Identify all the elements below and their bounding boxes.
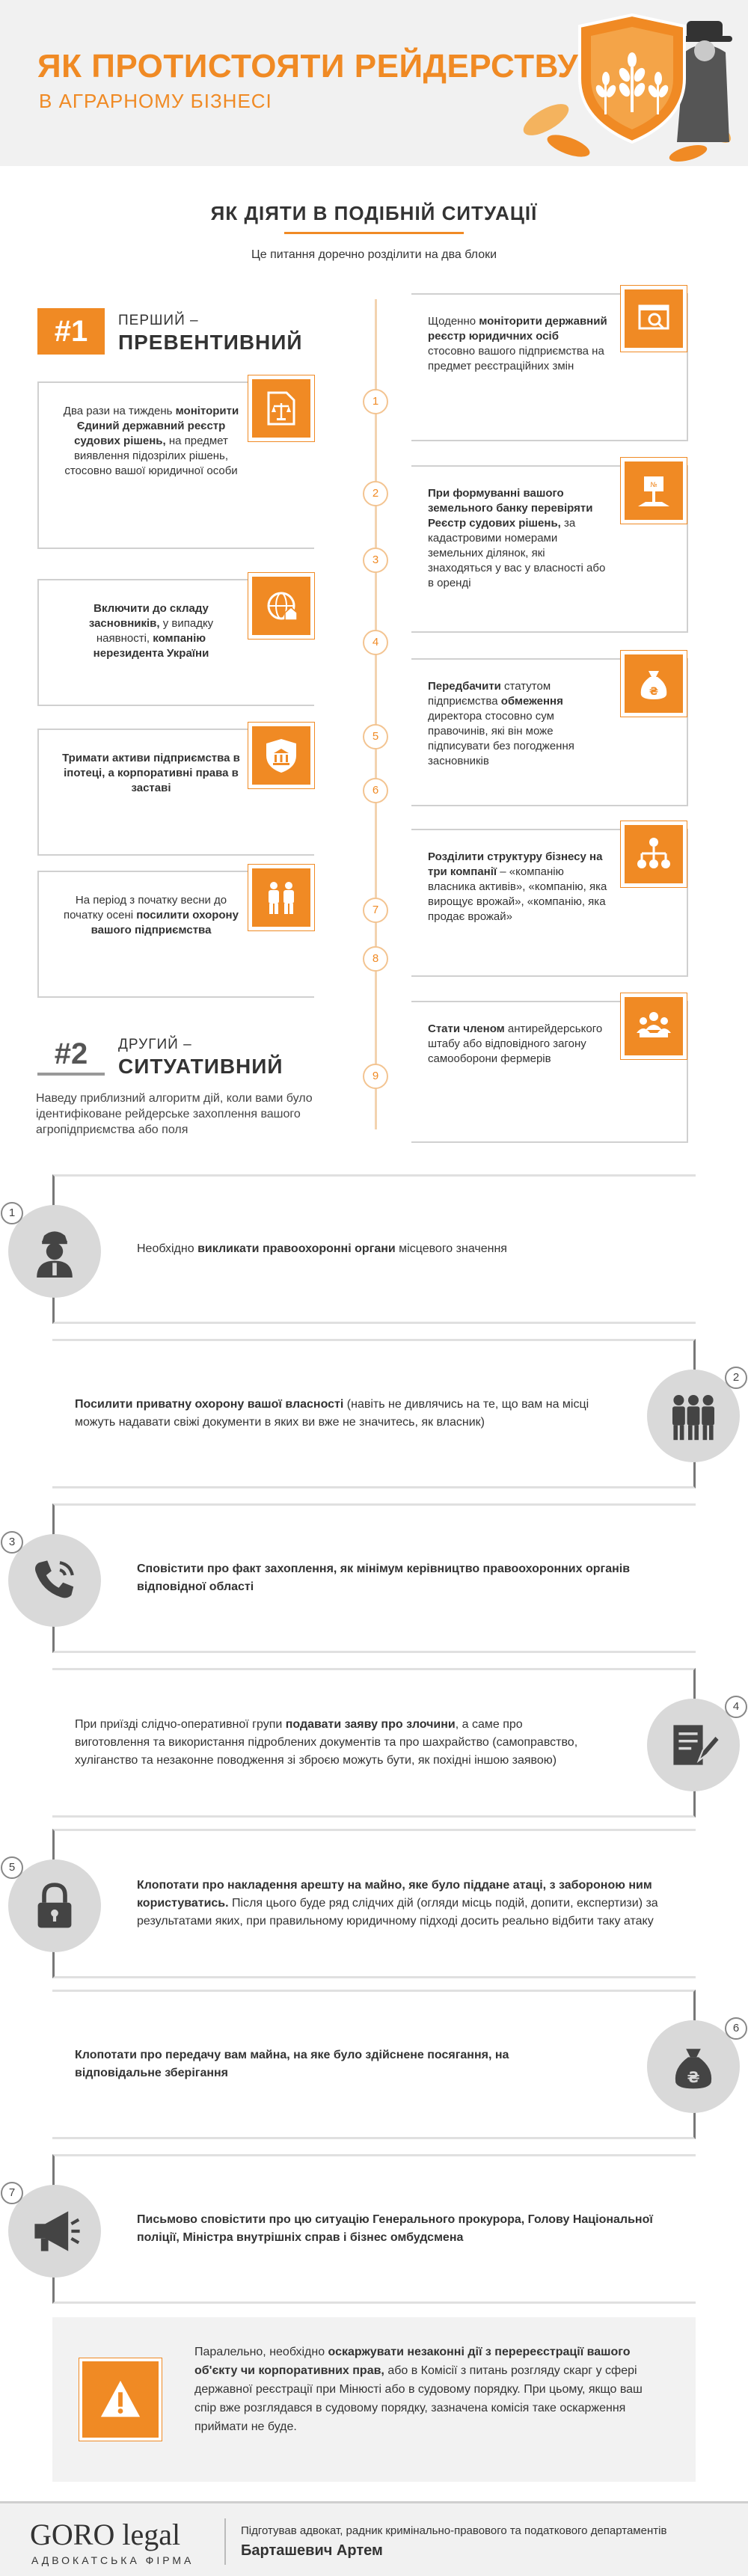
- preventive-item-6: [37, 729, 314, 856]
- preventive-item-1: [411, 293, 688, 441]
- timeline-number: 9: [363, 1064, 388, 1089]
- shield-wheat-illustration: [516, 7, 748, 165]
- warning-icon: [99, 2378, 142, 2421]
- preventive-icon-box: [248, 573, 314, 639]
- situational-step-4: [52, 1668, 740, 1818]
- padlock-icon: [28, 1880, 81, 1932]
- preventive-icon-box: [248, 723, 314, 788]
- svg-text:₴: ₴: [649, 686, 659, 698]
- preventive-text: Передбачити статутом підприємства обмеження директора стосовно сум правочинів, які він може підписувати без погодження засновників: [428, 680, 574, 767]
- preventive-text: При формуванні вашого земельного банку перевіряти Реєстр судових рішень, за кадастровими номерами земельних ділянок, які знаходяться у вас у власності або в оренді: [428, 487, 606, 589]
- step-text: При приїзді слідчо-оперативної групи подавати заяву про злочини, а саме про виготовлення та використання підроблених документів та про шахрайство (самоправство, хуліганство та незаконне поводження зі зброєю можуть бути, як похідні іншою заявою): [75, 1718, 578, 1767]
- guards-icon: [263, 879, 300, 916]
- team-icon: [635, 1008, 672, 1045]
- timeline-number: 4: [363, 630, 388, 655]
- timeline-line: [375, 299, 377, 1129]
- step-icon-circle: [8, 1859, 101, 1952]
- warning-icon-box: [79, 2358, 162, 2441]
- preventive-text: На період з початку весни до початку осені посилити охорону вашого підприємства: [64, 894, 239, 936]
- step-number: 7: [1, 2182, 23, 2204]
- footer-divider: [224, 2518, 226, 2565]
- phone-call-icon: [28, 1554, 81, 1607]
- monitor-search-icon: [635, 300, 672, 337]
- step-number: 4: [725, 1696, 747, 1718]
- step-number: 1: [1, 1202, 23, 1224]
- megaphone-icon: [28, 2205, 81, 2257]
- timeline-number: 5: [363, 724, 388, 749]
- situational-step-1: [8, 1174, 696, 1324]
- warning-block: [52, 2317, 696, 2482]
- preventive-item-7: [411, 829, 688, 977]
- timeline-number: 2: [363, 481, 388, 506]
- preventive-item-4: [37, 579, 314, 706]
- phase-1-number: #1: [37, 308, 105, 355]
- preventive-text: Включити до складу засновників, у випадку наявності, компанію нерезидента України: [88, 602, 214, 660]
- company-logo: GORO legal: [30, 2518, 181, 2551]
- page-subtitle: В АГРАРНОМУ БІЗНЕСІ: [39, 90, 272, 112]
- step-number: 6: [725, 2017, 747, 2040]
- globe-house-icon: [263, 587, 300, 625]
- step-text: Посилити приватну охорону вашої власності (навіть не дивлячись на те, що вам на місці можуть надавати свіжі документи в яких ви вже не значитесь, як власник): [75, 1398, 589, 1429]
- preventive-item-9: [411, 1001, 688, 1143]
- phase-2-number: #2: [37, 1032, 105, 1076]
- money-bag-icon: [635, 665, 672, 702]
- phase-2-title: СИТУАТИВНИЙ: [118, 1055, 283, 1078]
- footer: [0, 2501, 748, 2576]
- step-number: 5: [1, 1856, 23, 1879]
- phase-1-label: ПЕРШИЙ –: [118, 313, 199, 328]
- preventive-text: Тримати активи підприємства в іпотеці, а корпоративні права в заставі: [62, 752, 240, 794]
- preventive-item-8: [37, 871, 314, 998]
- step-text: Сповістити про факт захоплення, як мінімум керівництво правоохоронних органів відповідної області: [137, 1563, 631, 1593]
- section-subheading: Це питання доречно розділити на два блоки: [251, 248, 497, 261]
- preventive-text: Розділити структуру бізнесу на три компанії – «компанію власника активів», «компанію, яка вирощує врожай», «компанію, яка продає врожай»: [428, 850, 607, 923]
- preventive-icon-box: [248, 375, 314, 441]
- shield-bank-icon: [263, 737, 300, 774]
- org-structure-icon: [635, 835, 672, 873]
- situational-step-6: [52, 1990, 740, 2139]
- timeline-number: 8: [363, 946, 388, 972]
- preventive-item-5: [411, 658, 688, 806]
- warning-text: Паралельно, необхідно оскаржувати незаконні дії з перереєстрації вашого об'єкту чи корпоративних прав, або в Комісії з питань розгляду скарг у сфері державної реєстрації при Мінюсті або в судовому порядку. При цьому, якщо ваш спір вже розглядався в судовому порядку, зазначена комісія таке оскарження приймати не буде.: [194, 2346, 643, 2433]
- write-statement-icon: [667, 1719, 720, 1771]
- step-text: Письмово сповістити про цю ситуацію Генерального прокурора, Голову Національної поліції, Міністра внутрішніх справ і бізнес омбудсмена: [137, 2213, 653, 2244]
- step-text: Клопотати про накладення арешту на майно, яке було піддане атаці, з забороною ним користуватись. Після цього буде ряд слідчих дій (огляди місць подій, допити, експертизи) за результатами яких, при правильному юридичному підході досить реально відбити таку атаку: [137, 1879, 658, 1928]
- step-icon-circle: [8, 2185, 101, 2278]
- company-tagline: АДВОКАТСЬКА ФІРМА: [31, 2554, 194, 2566]
- step-icon-circle: [8, 1205, 101, 1298]
- preventive-text: Щоденно моніторити державний реєстр юридичних осіб стосовно вашого підприємства на предмет реєстраційних змін: [428, 315, 607, 372]
- page-title: ЯК ПРОТИСТОЯТИ РЕЙДЕРСТВУ: [37, 48, 579, 85]
- timeline-number: 1: [363, 389, 388, 414]
- preventive-text: Стати членом антирейдерського штабу або відповідного загону самооборони фермерів: [428, 1022, 603, 1065]
- phase-1-header: [37, 308, 352, 361]
- svg-text:₴: ₴: [687, 2069, 700, 2086]
- timeline-number: 3: [363, 548, 388, 573]
- preventive-icon-box: [621, 286, 687, 352]
- land-sign-icon: [635, 472, 672, 509]
- preventive-item-3: [411, 465, 688, 633]
- step-number: 2: [725, 1367, 747, 1389]
- step-number: 3: [1, 1531, 23, 1554]
- author-credit: Підготував адвокат, радник кримінально-правового та податкового департаментів: [241, 2524, 667, 2537]
- security-team-icon: [667, 1390, 720, 1442]
- svg-text:№: №: [650, 482, 657, 489]
- situational-step-7: [8, 2154, 696, 2304]
- heading-underline: [284, 232, 464, 234]
- preventive-icon-box: [621, 821, 687, 887]
- step-icon-circle: [8, 1534, 101, 1627]
- situational-step-3: [8, 1503, 696, 1653]
- preventive-text: Два рази на тиждень моніторити Єдиний державний реєстр судових рішень, на предмет виявлення підозрілих рішень, стосовно вашої юридичної особи: [63, 405, 239, 477]
- header: [0, 0, 748, 166]
- timeline-number: 6: [363, 778, 388, 803]
- situational-step-5: [8, 1829, 696, 1978]
- preventive-icon-box: [248, 865, 314, 930]
- phase-2-description: Наведу приблизний алгоритм дій, коли вами було ідентифіковане рейдерське захоплення вашого агропідприємства або поля: [36, 1092, 313, 1136]
- timeline-number: 7: [363, 898, 388, 923]
- step-text: Необхідно викликати правоохоронні органи місцевого значення: [137, 1242, 507, 1255]
- court-document-icon: [263, 390, 300, 427]
- section-heading: ЯК ДІЯТИ В ПОДІБНІЙ СИТУАЦІЇ: [210, 202, 538, 224]
- police-officer-icon: [28, 1225, 81, 1278]
- author-name: Барташевич Артем: [241, 2542, 383, 2559]
- phase-1-title: ПРЕВЕНТИВНИЙ: [118, 331, 303, 354]
- preventive-icon-box: [621, 993, 687, 1059]
- phase-2-header: [37, 1032, 352, 1085]
- situational-step-2: [52, 1339, 740, 1488]
- step-text: Клопотати про передачу вам майна, на яке було здійснене посягання, на відповідальне зберігання: [75, 2049, 509, 2079]
- phase-2-label: ДРУГИЙ –: [118, 1037, 192, 1052]
- money-bag-icon: [667, 2040, 720, 2093]
- preventive-icon-box: [621, 651, 687, 717]
- preventive-item-2: [37, 381, 314, 549]
- preventive-icon-box: [621, 458, 687, 524]
